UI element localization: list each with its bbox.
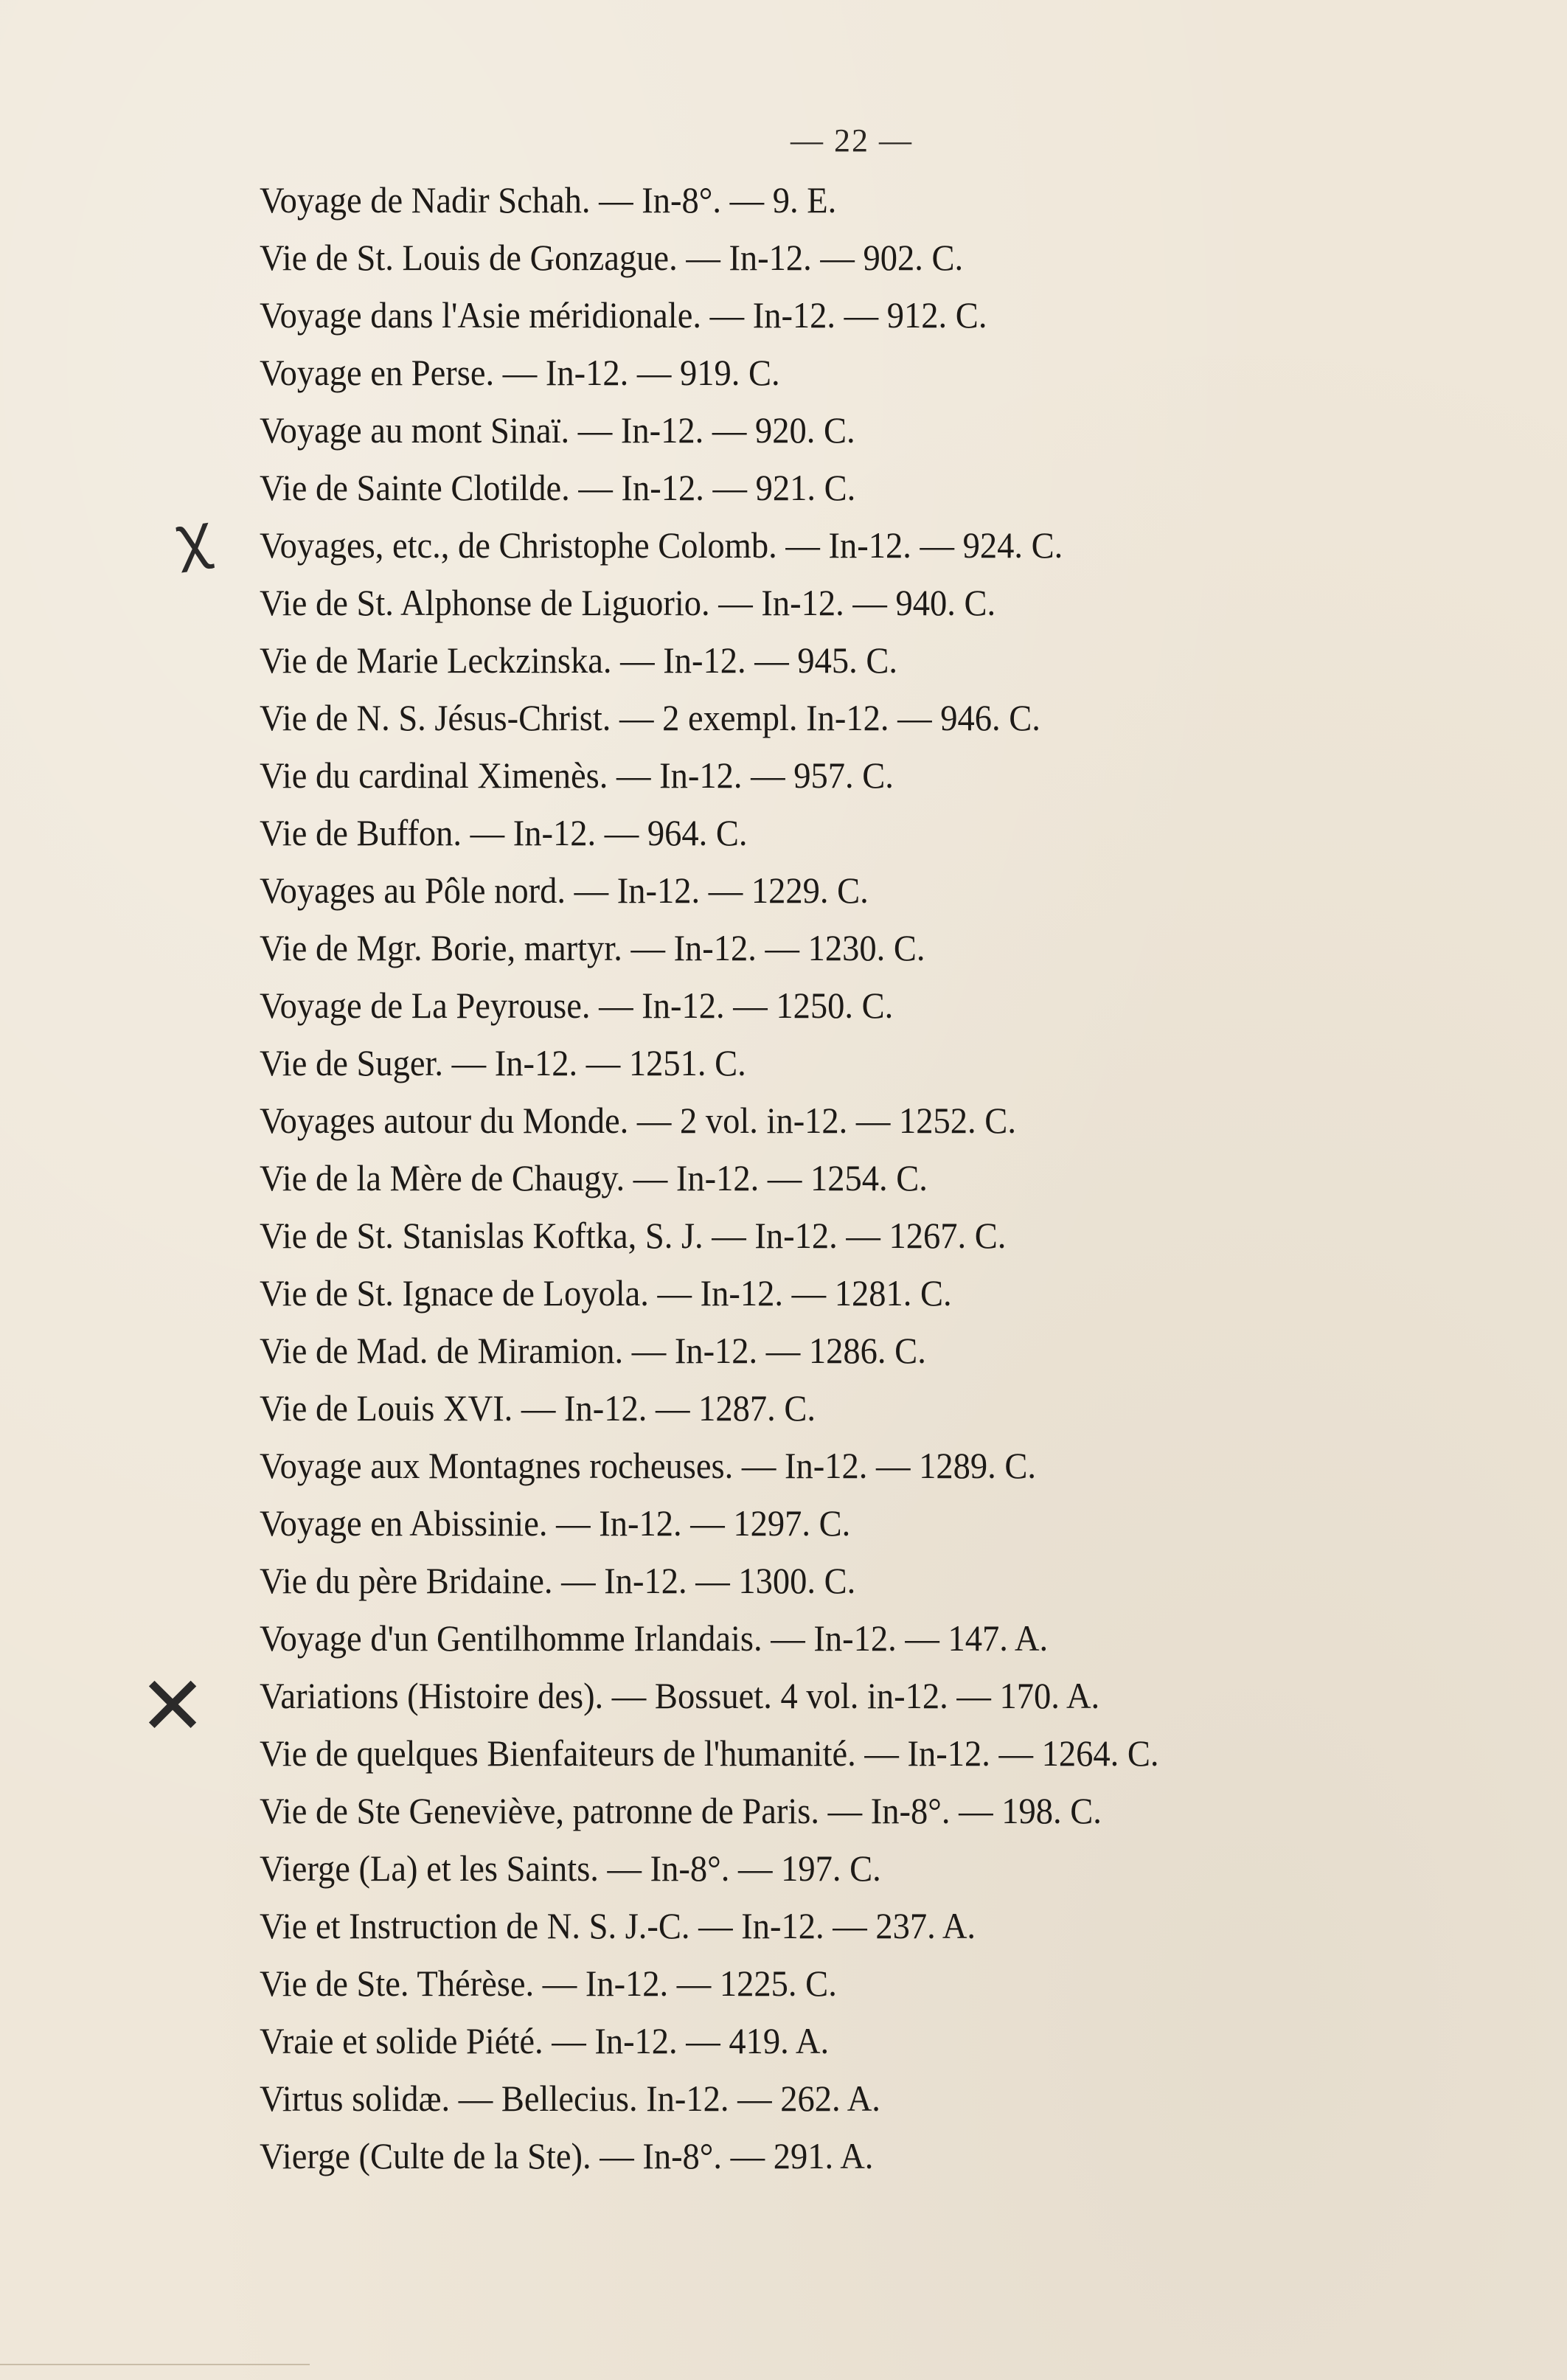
catalog-entry-list <box>260 171 1513 2185</box>
catalog-entry: Vie de quelques Bienfaiteurs de l'humanité. — In-12. — 1264. C. <box>260 1732 1159 1774</box>
x-mark-icon: ✕ <box>139 1659 207 1753</box>
catalog-entry: Variations (Histoire des). — Bossuet. 4 vol. in-12. — 170. A. <box>260 1675 1100 1716</box>
catalog-entry: Vie de St. Ignace de Loyola. — In-12. — 1281. C. <box>260 1272 952 1314</box>
catalog-entry: Voyage au mont Sinaï. — In-12. — 920. C. <box>260 409 855 451</box>
catalog-entry: Voyages autour du Monde. — 2 vol. in-12. — 1252. C. <box>260 1100 1016 1141</box>
catalog-entry: Voyage en Perse. — In-12. — 919. C. <box>260 352 780 393</box>
catalog-entry: Voyage en Abissinie. — In-12. — 1297. C. <box>260 1502 851 1544</box>
catalog-entry: Vie de Sainte Clotilde. — In-12. — 921. C. <box>260 467 856 508</box>
catalog-entry: Vraie et solide Piété. — In-12. — 419. A. <box>260 2020 830 2061</box>
catalog-entry: Vie de N. S. Jésus-Christ. — 2 exempl. In-12. — 946. C. <box>260 697 1040 738</box>
catalog-entry: Voyage dans l'Asie méridionale. — In-12. — 912. C. <box>260 294 987 336</box>
catalog-entry: Vie de Marie Leckzinska. — In-12. — 945. C. <box>260 639 897 681</box>
catalog-entry: Vie de Mad. de Miramion. — In-12. — 1286. C. <box>260 1330 926 1371</box>
catalog-entry: Voyage aux Montagnes rocheuses. — In-12. — 1289. C. <box>260 1445 1036 1486</box>
catalog-entry: Voyages, etc., de Christophe Colomb. — In-12. — 924. C. <box>260 524 1063 566</box>
catalog-entry: Vie du père Bridaine. — In-12. — 1300. C. <box>260 1560 856 1601</box>
page-number: — 22 — <box>791 122 913 159</box>
catalog-entry: Vie de St. Alphonse de Liguorio. — In-12. — 940. C. <box>260 582 996 623</box>
catalog-entry: Vie de St. Louis de Gonzague. — In-12. — 902. C. <box>260 237 964 278</box>
catalog-entry: Vie de St. Stanislas Koftka, S. J. — In-12. — 1267. C. <box>260 1215 1007 1256</box>
catalog-entry: Voyage d'un Gentilhomme Irlandais. — In-12. — 147. A. <box>260 1617 1049 1659</box>
catalog-entry: Virtus solidæ. — Bellecius. In-12. — 262. A. <box>260 2078 880 2119</box>
catalog-entry: Voyage de Nadir Schah. — In-8°. — 9. E. <box>260 179 837 221</box>
catalog-entry: Vie de Mgr. Borie, martyr. — In-12. — 1230. C. <box>260 927 925 968</box>
catalog-entry: Vie et Instruction de N. S. J.-C. — In-12. — 237. A. <box>260 1905 976 1946</box>
bottom-rule <box>0 2364 310 2365</box>
catalog-entry: Voyages au Pôle nord. — In-12. — 1229. C. <box>260 870 869 911</box>
catalog-entry: Vie de Buffon. — In-12. — 964. C. <box>260 812 748 853</box>
x-mark-icon: ꭓ <box>170 500 213 573</box>
catalog-entry: Vie de Suger. — In-12. — 1251. C. <box>260 1042 746 1083</box>
catalog-entry: Vie de Louis XVI. — In-12. — 1287. C. <box>260 1387 816 1429</box>
catalog-entry: Vie de Ste Geneviève, patronne de Paris. — In-8°. — 198. C. <box>260 1790 1102 1831</box>
catalog-entry: Vie du cardinal Ximenès. — In-12. — 957. C. <box>260 754 894 796</box>
catalog-entry: Vierge (La) et les Saints. — In-8°. — 197. C. <box>260 1848 881 1889</box>
catalog-entry: Vie de Ste. Thérèse. — In-12. — 1225. C. <box>260 1963 837 2004</box>
catalog-entry: Vierge (Culte de la Ste). — In-8°. — 291. A. <box>260 2135 874 2176</box>
catalog-entry: Voyage de La Peyrouse. — In-12. — 1250. C. <box>260 985 894 1026</box>
catalog-entry: Vie de la Mère de Chaugy. — In-12. — 1254. C. <box>260 1157 928 1198</box>
